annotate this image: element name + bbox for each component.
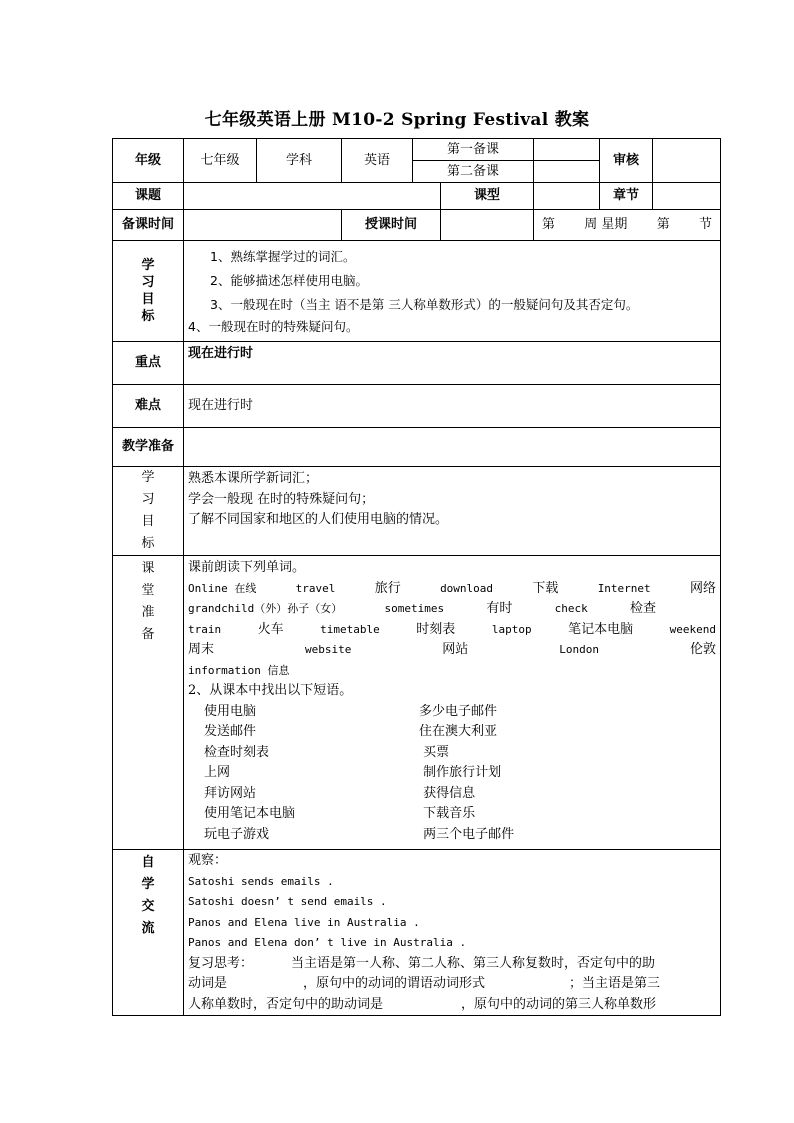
preparation-value (184, 428, 721, 467)
prep-time-cell (184, 210, 342, 241)
vocab-row: Online 在线 travel 旅行 download 下载 Internet 网络 (188, 580, 716, 596)
week-zhou: 周 星期 (584, 217, 628, 232)
teach-time-label: 授课时间 (342, 210, 441, 241)
objective-item: 3、一般现在时（当主 语不是第 三人称单数形式）的一般疑问句及其否定句。 (210, 297, 639, 312)
key-point-label: 重点 (113, 342, 184, 385)
self-study-label: 自 学 交 流 (113, 850, 184, 1016)
type-label: 课型 (441, 183, 534, 210)
phrase-row: 使用电脑 多少电子邮件 (204, 703, 498, 719)
objective-item: 1、熟练掌握学过的词汇。 (210, 249, 356, 264)
phrase-row: 玩电子游戏 两三个电子邮件 (204, 826, 515, 842)
second-prep-cell (534, 161, 600, 183)
example-sentence: Satoshi doesn’ t send emails . (188, 895, 387, 908)
key-point-value: 现在进行时 (184, 342, 721, 385)
phrase-row: 使用笔记本电脑 下载音乐 (204, 806, 476, 821)
document-title: 七年级英语上册 M10-2 Spring Festival 教案 (204, 110, 590, 130)
objectives-content (184, 241, 721, 342)
week-di: 第 (542, 217, 556, 232)
class-prep-content (184, 556, 721, 850)
objective-item: 4、一般现在时的特殊疑问句。 (188, 319, 359, 334)
difficulty-value: 现在进行时 (184, 385, 721, 428)
prep-time-label: 备课时间 (113, 210, 184, 241)
first-prep-label: 第一备课 (413, 139, 534, 161)
self-study-content (184, 850, 721, 1016)
study-goals-content (184, 467, 721, 556)
vocab-row: information 信息 (188, 663, 290, 677)
phrase-row: 上网 制作旅行计划 (204, 765, 502, 780)
week-period-cell (534, 210, 721, 241)
class-prep-label: 课 堂 准 备 (113, 556, 184, 850)
subject-label: 学科 (257, 139, 342, 183)
study-goals-label: 学 习 目 标 (113, 467, 184, 556)
period-jie: 节 (698, 217, 712, 232)
vocab-row: 周末 website 网站 London 伦敦 (188, 642, 716, 657)
chapter-label: 章节 (600, 183, 653, 210)
phrase-row: 检查时刻表 买票 (204, 744, 450, 760)
first-prep-cell (534, 139, 600, 161)
topic-label: 课题 (113, 183, 184, 210)
teach-time-cell (441, 210, 534, 241)
phrase-intro: 2、从课本中找出以下短语。 (188, 683, 353, 698)
class-prep-intro: 课前朗读下列单词。 (188, 560, 306, 575)
objectives-label: 学 习 目 标 (113, 241, 184, 342)
study-goal-item: 了解不同国家和地区的人们使用电脑的情况。 (188, 512, 449, 527)
review-label: 审核 (600, 139, 653, 183)
example-sentence: Panos and Elena live in Australia . (188, 915, 420, 929)
subject-value: 英语 (342, 139, 413, 183)
preparation-label: 教学准备 (113, 428, 184, 467)
review-line: 人称单数时，否定句中的助动词是 ，原句中的动词的第三人称单数形 (188, 996, 657, 1012)
study-goal-item: 熟悉本课所学新词汇； (188, 471, 319, 486)
difficulty-label: 难点 (113, 385, 184, 428)
second-prep-label: 第二备课 (413, 161, 534, 183)
period-di: 第 (656, 217, 670, 232)
phrase-row: 发送邮件 住在澳大利亚 (204, 724, 498, 739)
observe-label: 观察： (188, 853, 228, 868)
chapter-cell (653, 183, 721, 210)
example-sentence: Panos and Elena don’ t live in Australia . (188, 936, 467, 949)
vocab-row: train 火车 timetable 时刻表 laptop 笔记本电脑 weekend (188, 621, 716, 637)
type-cell (534, 183, 600, 210)
topic-cell (184, 183, 441, 210)
grade-label: 年级 (113, 139, 184, 183)
review-line: 复习思考： 当主语是第一人称、第二人称、第三人称复数时，否定句中的助 (188, 955, 656, 971)
lesson-plan-table (112, 138, 721, 1016)
objective-item: 2、能够描述怎样使用电脑。 (210, 273, 368, 288)
review-line: 动词是 ，原句中的动词的谓语动词形式 ；当主语是第三 (188, 976, 661, 991)
vocab-row: grandchild（外）孙子（女） sometimes 有时 check 检查 (188, 601, 656, 616)
example-sentence: Satoshi sends emails . (188, 874, 334, 888)
phrase-row: 拜访网站 获得信息 (204, 785, 476, 801)
study-goal-item: 学会一般现 在时的特殊疑问句； (188, 491, 375, 507)
review-cell (653, 139, 721, 183)
grade-value: 七年级 (184, 139, 257, 183)
